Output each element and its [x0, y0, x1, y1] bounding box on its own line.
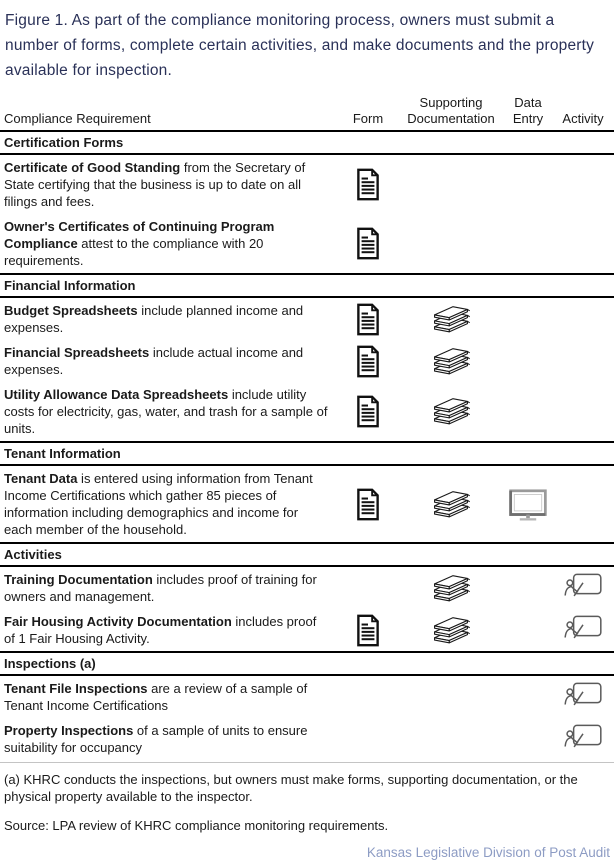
brand-footer: Kansas Legislative Division of Post Audit [366, 845, 610, 860]
presenter-icon [563, 615, 603, 645]
section-header: Financial Information [0, 275, 614, 298]
form-cell [338, 303, 398, 336]
document-stack-icon [430, 345, 472, 378]
document-stack-icon [430, 303, 472, 336]
footnote: (a) KHRC conducts the inspections, but owners must make forms, supporting documentation, or the physical property available to the inspector. [4, 772, 578, 804]
document-icon [355, 168, 381, 201]
document-stack-icon [430, 572, 472, 605]
document-icon [355, 303, 381, 336]
section-financial-information [0, 273, 614, 441]
table-row [0, 718, 614, 760]
section-header: Certification Forms [0, 132, 614, 155]
requirement-text: Owner's Certificates of Continuing Program Compliance attest to the compliance with 20 requirements. [4, 219, 275, 268]
form-cell [338, 345, 398, 378]
document-stack-icon [430, 488, 472, 521]
table-row [0, 567, 614, 609]
document-icon [355, 614, 381, 647]
activity-cell [552, 573, 614, 603]
document-icon [355, 227, 381, 260]
supporting-documentation-cell [398, 395, 504, 428]
requirement-text: Tenant Data is entered using information from Tenant Income Certifications which gather 85 pieces of information including demographics and income for each member of the household. [4, 471, 313, 537]
table-row [0, 676, 614, 718]
supporting-documentation-cell [398, 345, 504, 378]
source-line: Source: LPA review of KHRC compliance monitoring requirements. [4, 818, 389, 833]
supporting-documentation-cell [398, 572, 504, 605]
requirement-text: Budget Spreadsheets include planned income and expenses. [4, 303, 304, 335]
column-header-data-entry: Data Entry [512, 95, 544, 126]
table-header-row [0, 89, 614, 130]
document-icon [355, 488, 381, 521]
table-bottom-rule [0, 762, 614, 763]
column-header-activity: Activity [562, 111, 604, 126]
column-header-supporting-documentation: Supporting Documentation [407, 95, 495, 126]
section-certification-forms [0, 130, 614, 273]
document-stack-icon [430, 395, 472, 428]
presenter-icon [563, 573, 603, 603]
requirement-text: Fair Housing Activity Documentation includes proof of 1 Fair Housing Activity. [4, 614, 317, 646]
section-header: Inspections (a) [0, 653, 614, 676]
section-header: Activities [0, 544, 614, 567]
section-inspections [0, 651, 614, 760]
activity-cell [552, 615, 614, 645]
requirement-text: Property Inspections of a sample of units to ensure suitability for occupancy [4, 723, 308, 755]
supporting-documentation-cell [398, 303, 504, 336]
document-icon [355, 345, 381, 378]
requirement-text: Tenant File Inspections are a review of a sample of Tenant Income Certifications [4, 681, 308, 713]
form-cell [338, 395, 398, 428]
table-row [0, 155, 614, 214]
document-icon [355, 395, 381, 428]
activity-cell [552, 682, 614, 712]
section-tenant-information [0, 441, 614, 542]
requirement-text: Training Documentation includes proof of training for owners and management. [4, 572, 317, 604]
section-header: Tenant Information [0, 443, 614, 466]
table-row [0, 340, 614, 382]
requirement-text: Certificate of Good Standing from the Secretary of State certifying that the business is up to date on all filings and fees. [4, 160, 306, 209]
table-row [0, 382, 614, 441]
column-header-requirement: Compliance Requirement [4, 111, 151, 126]
monitor-icon [507, 488, 549, 521]
table-row [0, 466, 614, 542]
activity-cell [552, 724, 614, 754]
presenter-icon [563, 682, 603, 712]
form-cell [338, 614, 398, 647]
requirement-text: Utility Allowance Data Spreadsheets include utility costs for electricity, gas, water, and trash for a sample of units. [4, 387, 328, 436]
form-cell [338, 168, 398, 201]
document-stack-icon [430, 614, 472, 647]
requirement-text: Financial Spreadsheets include actual income and expenses. [4, 345, 304, 377]
table-row [0, 609, 614, 651]
supporting-documentation-cell [398, 488, 504, 521]
figure-title: Figure 1. As part of the compliance monitoring process, owners must submit a number of forms, complete certain activities, and make documents and the property available for inspection. [5, 12, 595, 79]
table-row [0, 298, 614, 340]
form-cell [338, 227, 398, 260]
data-entry-cell [504, 488, 552, 521]
table-row [0, 214, 614, 273]
supporting-documentation-cell [398, 614, 504, 647]
form-cell [338, 488, 398, 521]
section-activities [0, 542, 614, 651]
column-header-form: Form [352, 111, 384, 126]
presenter-icon [563, 724, 603, 754]
